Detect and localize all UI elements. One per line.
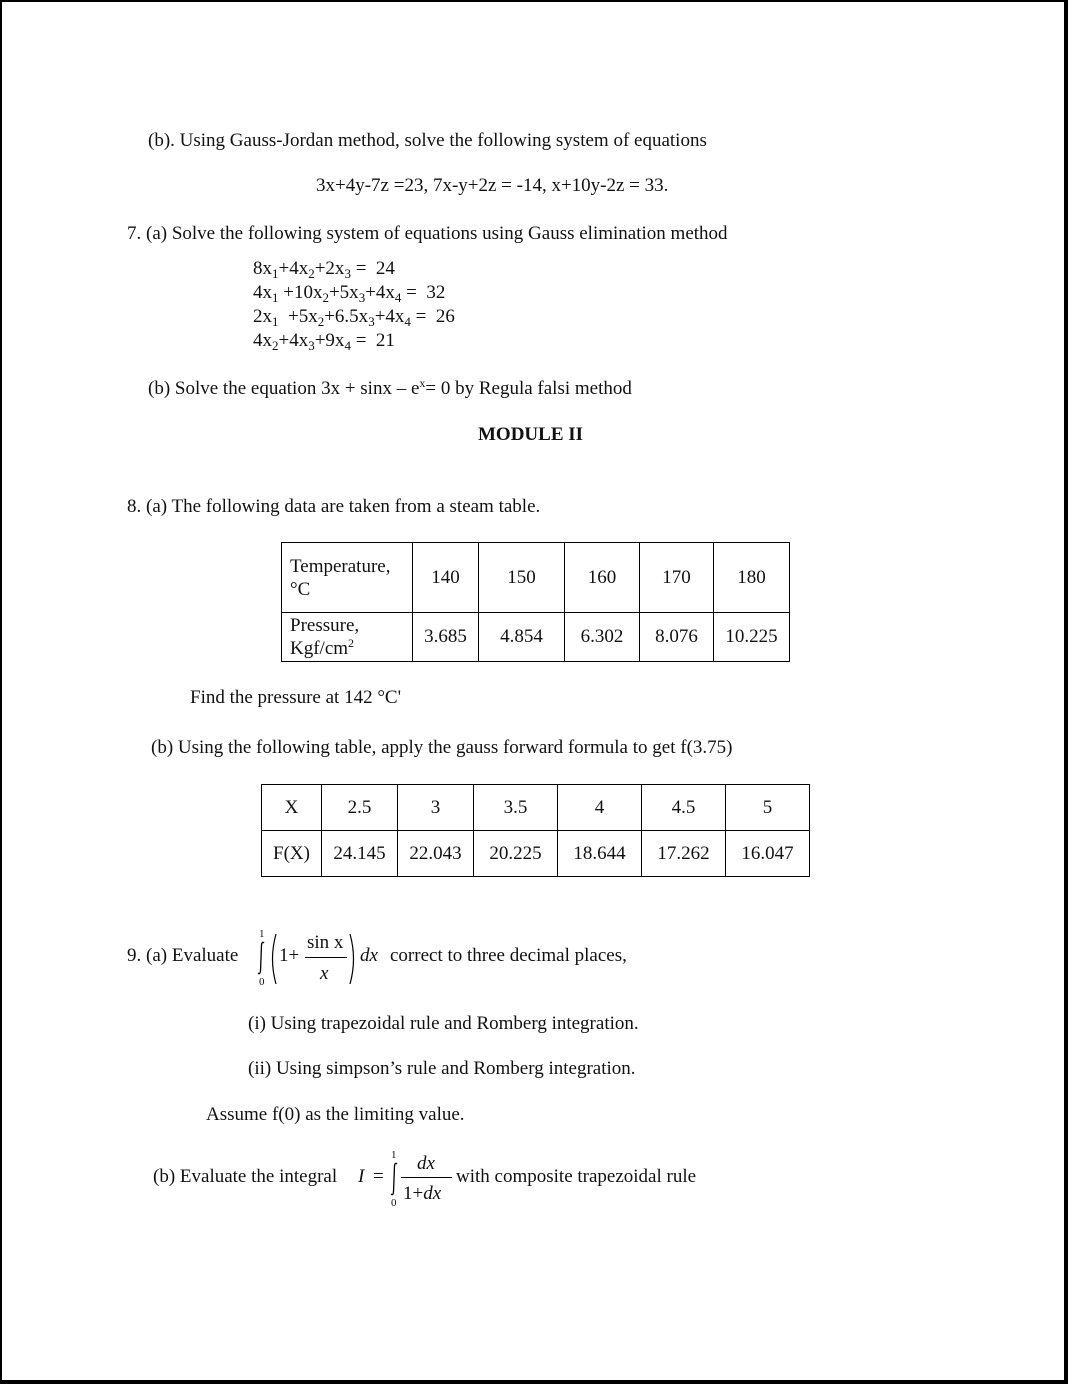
equation-3: $2x_1 +5x_2+6.5x_3+4x_4 = 26$ <box>253 306 455 329</box>
table-cell: 3.5 <box>474 785 558 831</box>
q7a-text: 7. (a) Solve the following system of equations using Gauss elimination method <box>127 223 728 244</box>
q8b-text: (b) Using the following table, apply the gauss forward formula to get f(3.75) <box>151 737 733 758</box>
q9b-post: with composite trapezoidal rule <box>456 1166 697 1187</box>
table-cell: 8.076 <box>640 613 714 662</box>
q9a-label: 9. (a) Evaluate <box>127 945 239 966</box>
table-cell: 18.644 <box>558 831 642 877</box>
table-cell: 6.302 <box>565 613 640 662</box>
q9a-i: (i) Using trapezoidal rule and Romberg integration. <box>248 1013 639 1034</box>
table-cell: 3 <box>398 785 474 831</box>
module-heading: MODULE II <box>478 424 584 445</box>
integral-sign <box>389 1162 399 1196</box>
table-cell: 160 <box>565 543 640 613</box>
q8a-find: Find the pressure at 142 °C' <box>190 687 402 708</box>
denominator: x <box>320 963 329 984</box>
table-cell: 180 <box>714 543 790 613</box>
table-cell: 4 <box>558 785 642 831</box>
table-cell: 24.145 <box>322 831 398 877</box>
table-cell: 170 <box>640 543 714 613</box>
table-cell: 17.262 <box>642 831 726 877</box>
table-cell: 22.043 <box>398 831 474 877</box>
equation-1: $8x_1+4x_2+2x_3 = 24$ <box>253 258 395 281</box>
dx: dx <box>360 945 378 966</box>
table-cell: 5 <box>726 785 810 831</box>
table-cell: 16.047 <box>726 831 810 877</box>
q6b-text: (b). Using Gauss-Jordan method, solve the following system of equations <box>148 130 707 151</box>
temperature-header: Temperature, °C <box>282 543 413 613</box>
gauss-table <box>261 784 810 877</box>
table-cell: 4.854 <box>479 613 565 662</box>
q6b-equations: 3x+4y-7z =23, 7x-y+2z = -14, x+10y-2z = 33. <box>316 175 669 196</box>
table-cell: 20.225 <box>474 831 558 877</box>
steam-table <box>281 542 790 662</box>
table-cell: 2.5 <box>322 785 398 831</box>
x-header: X <box>262 785 322 831</box>
equation-2: $4x_1 +10x_2+5x_3+4x_4 = 32$ <box>253 282 446 305</box>
q9a-post: correct to three decimal places, <box>390 945 627 966</box>
integral-sign <box>256 941 266 975</box>
lower-limit: 0 <box>391 1197 397 1209</box>
equation-4: $4x_2+4x_3+9x_4 = 21$ <box>253 330 395 353</box>
q8a-text: 8. (a) The following data are taken from a steam table. <box>127 496 541 517</box>
table-cell: 10.225 <box>714 613 790 662</box>
q9a-ii: (ii) Using simpson’s rule and Romberg integration. <box>248 1058 636 1079</box>
denominator: 1+dx <box>403 1183 442 1204</box>
one-plus: 1+ <box>279 945 300 966</box>
pressure-header: Pressure, Kgf/$cm^2$ <box>282 613 413 662</box>
q7b-text: (b) Solve the equation $3x + \sin x - e^x= 0$ by Regula falsi method <box>148 376 632 399</box>
table-cell: 3.685 <box>413 613 479 662</box>
upper-limit: 1 <box>259 928 265 940</box>
q9a-assume: Assume f(0) as the limiting value. <box>206 1104 465 1125</box>
integral-name: I <box>358 1166 365 1187</box>
table-cell: 4.5 <box>642 785 726 831</box>
left-paren <box>268 933 278 985</box>
table-cell: 150 <box>479 543 565 613</box>
lower-limit: 0 <box>259 976 265 988</box>
table-cell: 140 <box>413 543 479 613</box>
upper-limit: 1 <box>391 1149 397 1161</box>
fx-header: F(X) <box>262 831 322 877</box>
q9b-label: (b) Evaluate the integral <box>153 1166 338 1187</box>
equals: = <box>373 1166 384 1187</box>
numerator: dx <box>417 1153 435 1174</box>
numerator: sin x <box>307 932 344 953</box>
right-paren <box>348 933 358 985</box>
